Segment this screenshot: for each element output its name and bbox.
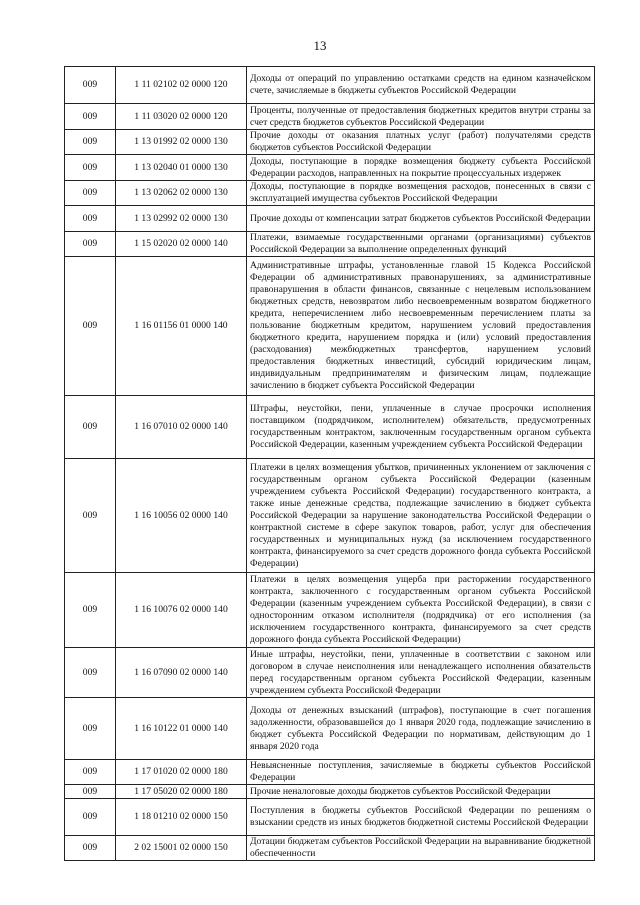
table-row	[65, 799, 595, 836]
table-row	[65, 785, 595, 799]
description-cell: Платежи, взимаемые государственными органами (организациями) субъектов Российской Федерации за выполнение определенных функций	[247, 232, 595, 257]
admin-code-cell: 009	[65, 698, 116, 760]
page-number: 13	[313, 38, 327, 53]
admin-code-cell: 009	[65, 648, 116, 698]
admin-code-cell: 009	[65, 206, 116, 232]
budget-code-cell: 1 16 10056 02 0000 140	[116, 459, 247, 573]
table-row	[65, 836, 595, 861]
table-row	[65, 104, 595, 130]
description-cell: Доходы от операций по управлению остатками средств на едином казначейском счете, зачисляемые в бюджеты субъектов Российской Федерации	[247, 67, 595, 104]
budget-code-cell: 1 16 10076 02 0000 140	[116, 573, 247, 648]
budget-code-cell: 1 16 07090 02 0000 140	[116, 648, 247, 698]
budget-code-cell: 1 13 02062 02 0000 130	[116, 181, 247, 206]
budget-code-cell: 1 16 10122 01 0000 140	[116, 698, 247, 760]
budget-code-cell: 1 15 02020 02 0000 140	[116, 232, 247, 257]
table-row	[65, 396, 595, 459]
table-row	[65, 459, 595, 573]
admin-code-cell: 009	[65, 155, 116, 181]
admin-code-cell: 009	[65, 459, 116, 573]
budget-code-cell: 1 17 01020 02 0000 180	[116, 760, 247, 785]
admin-code-cell: 009	[65, 232, 116, 257]
budget-code-cell: 1 13 02992 02 0000 130	[116, 206, 247, 232]
description-cell: Иные штрафы, неустойки, пени, уплаченные в соответствии с законом или договором в случае неисполнения или ненадлежащего исполнения обязательств перед государственным органом субъекта Российской Федерации, казенным учреждением субъекта Российской Федерации	[247, 648, 595, 698]
budget-code-cell: 1 17 05020 02 0000 180	[116, 785, 247, 799]
admin-code-cell: 009	[65, 799, 116, 836]
admin-code-cell: 009	[65, 257, 116, 396]
table-row	[65, 155, 595, 181]
admin-code-cell: 009	[65, 785, 116, 799]
budget-code-cell: 2 02 15001 02 0000 150	[116, 836, 247, 861]
admin-code-cell: 009	[65, 760, 116, 785]
table-row	[65, 760, 595, 785]
table-row	[65, 257, 595, 396]
budget-code-cell: 1 13 02040 01 0000 130	[116, 155, 247, 181]
table-row	[65, 181, 595, 206]
description-cell: Прочие доходы от оказания платных услуг (работ) получателями средств бюджетов субъектов Российской Федерации	[247, 130, 595, 155]
description-cell: Доходы от денежных взысканий (штрафов), поступающие в счет погашения задолженности, образовавшейся до 1 января 2020 года, подлежащие зачислению в бюджет субъекта Российской Федерации по нормативам, действующим до 1 января 2020 года	[247, 698, 595, 760]
description-cell: Поступления в бюджеты субъектов Российской Федерации по решениям о взыскании средств из иных бюджетов бюджетной системы Российской Федерации	[247, 799, 595, 836]
description-cell: Доходы, поступающие в порядке возмещения расходов, понесенных в связи с эксплуатацией имущества субъектов Российской Федерации	[247, 181, 595, 206]
budget-code-cell: 1 11 03020 02 0000 120	[116, 104, 247, 130]
description-cell: Штрафы, неустойки, пени, уплаченные в случае просрочки исполнения поставщиком (подрядчиком, исполнителем) обязательств, предусмотренных государственным контрактом, заключенным государственным органом субъекта Российской Федерации, казенным учреждением субъекта Российской Федерации	[247, 396, 595, 459]
table-row	[65, 698, 595, 760]
admin-code-cell: 009	[65, 396, 116, 459]
budget-code-cell: 1 18 01210 02 0000 150	[116, 799, 247, 836]
budget-code-cell: 1 13 01992 02 0000 130	[116, 130, 247, 155]
description-cell: Доходы, поступающие в порядке возмещения бюджету субъекта Российской Федерации расходов, направленных на покрытие процессуальных издержек	[247, 155, 595, 181]
budget-code-cell: 1 11 02102 02 0000 120	[116, 67, 247, 104]
description-cell: Платежи в целях возмещения убытков, причиненных уклонением от заключения с государственным органом субъекта Российской Федерации (казенным учреждением субъекта Российской Федерации) государственного контракта, а также иные денежные средства, подлежащие зачислению в бюджет субъекта Российской Федерации за нарушение законодательства Российской Федерации о контрактной системе в сфере закупок товаров, работ, услуг для обеспечения государственных и муниципальных нужд (за исключением государственного контракта, финансируемого за счет средств дорожного фонда субъекта Российской Федерации)	[247, 459, 595, 573]
budget-code-cell: 1 16 01156 01 0000 140	[116, 257, 247, 396]
admin-code-cell: 009	[65, 104, 116, 130]
admin-code-cell: 009	[65, 836, 116, 861]
table-row	[65, 206, 595, 232]
table-row	[65, 573, 595, 648]
description-cell: Платежи в целях возмещения ущерба при расторжении государственного контракта, заключенного с государственным органом субъекта Российской Федерации (казенным учреждением субъекта Российской Федерации), в связи с односторонним отказом исполнителя (подрядчика) от его исполнения (за исключением государственного контракта, финансируемого за счет средств дорожного фонда субъекта Российской Федерации)	[247, 573, 595, 648]
description-cell: Административные штрафы, установленные главой 15 Кодекса Российской Федерации об административных правонарушениях, за административные правонарушения в области финансов, связанные с нецелевым использованием бюджетных средств, невозвратом либо несвоевременным возвратом бюджетного кредита, неперечислением либо несвоевременным перечислением платы за пользование бюджетным кредитом, нарушением условий предоставления бюджетного кредита, нарушением порядка и (или) условий предоставления (расходования) межбюджетных трансфертов, нарушением условий предоставления бюджетных инвестиций, субсидий юридическим лицам, индивидуальным предпринимателям и физическим лицам, подлежащие зачислению в бюджет субъекта Российской Федерации	[247, 257, 595, 396]
admin-code-cell: 009	[65, 181, 116, 206]
description-cell: Невыясненные поступления, зачисляемые в бюджеты субъектов Российской Федерации	[247, 760, 595, 785]
table-row	[65, 67, 595, 104]
description-cell: Дотации бюджетам субъектов Российской Федерации на выравнивание бюджетной обеспеченности	[247, 836, 595, 861]
description-cell: Прочие доходы от компенсации затрат бюджетов субъектов Российской Федерации	[247, 206, 595, 232]
table-row	[65, 130, 595, 155]
admin-code-cell: 009	[65, 573, 116, 648]
description-cell: Прочие неналоговые доходы бюджетов субъектов Российской Федерации	[247, 785, 595, 799]
revenue-codes-table	[64, 66, 595, 861]
description-cell: Проценты, полученные от предоставления бюджетных кредитов внутри страны за счет средств бюджетов субъектов Российской Федерации	[247, 104, 595, 130]
budget-code-cell: 1 16 07010 02 0000 140	[116, 396, 247, 459]
table-row	[65, 648, 595, 698]
admin-code-cell: 009	[65, 130, 116, 155]
table-row	[65, 232, 595, 257]
admin-code-cell: 009	[65, 67, 116, 104]
